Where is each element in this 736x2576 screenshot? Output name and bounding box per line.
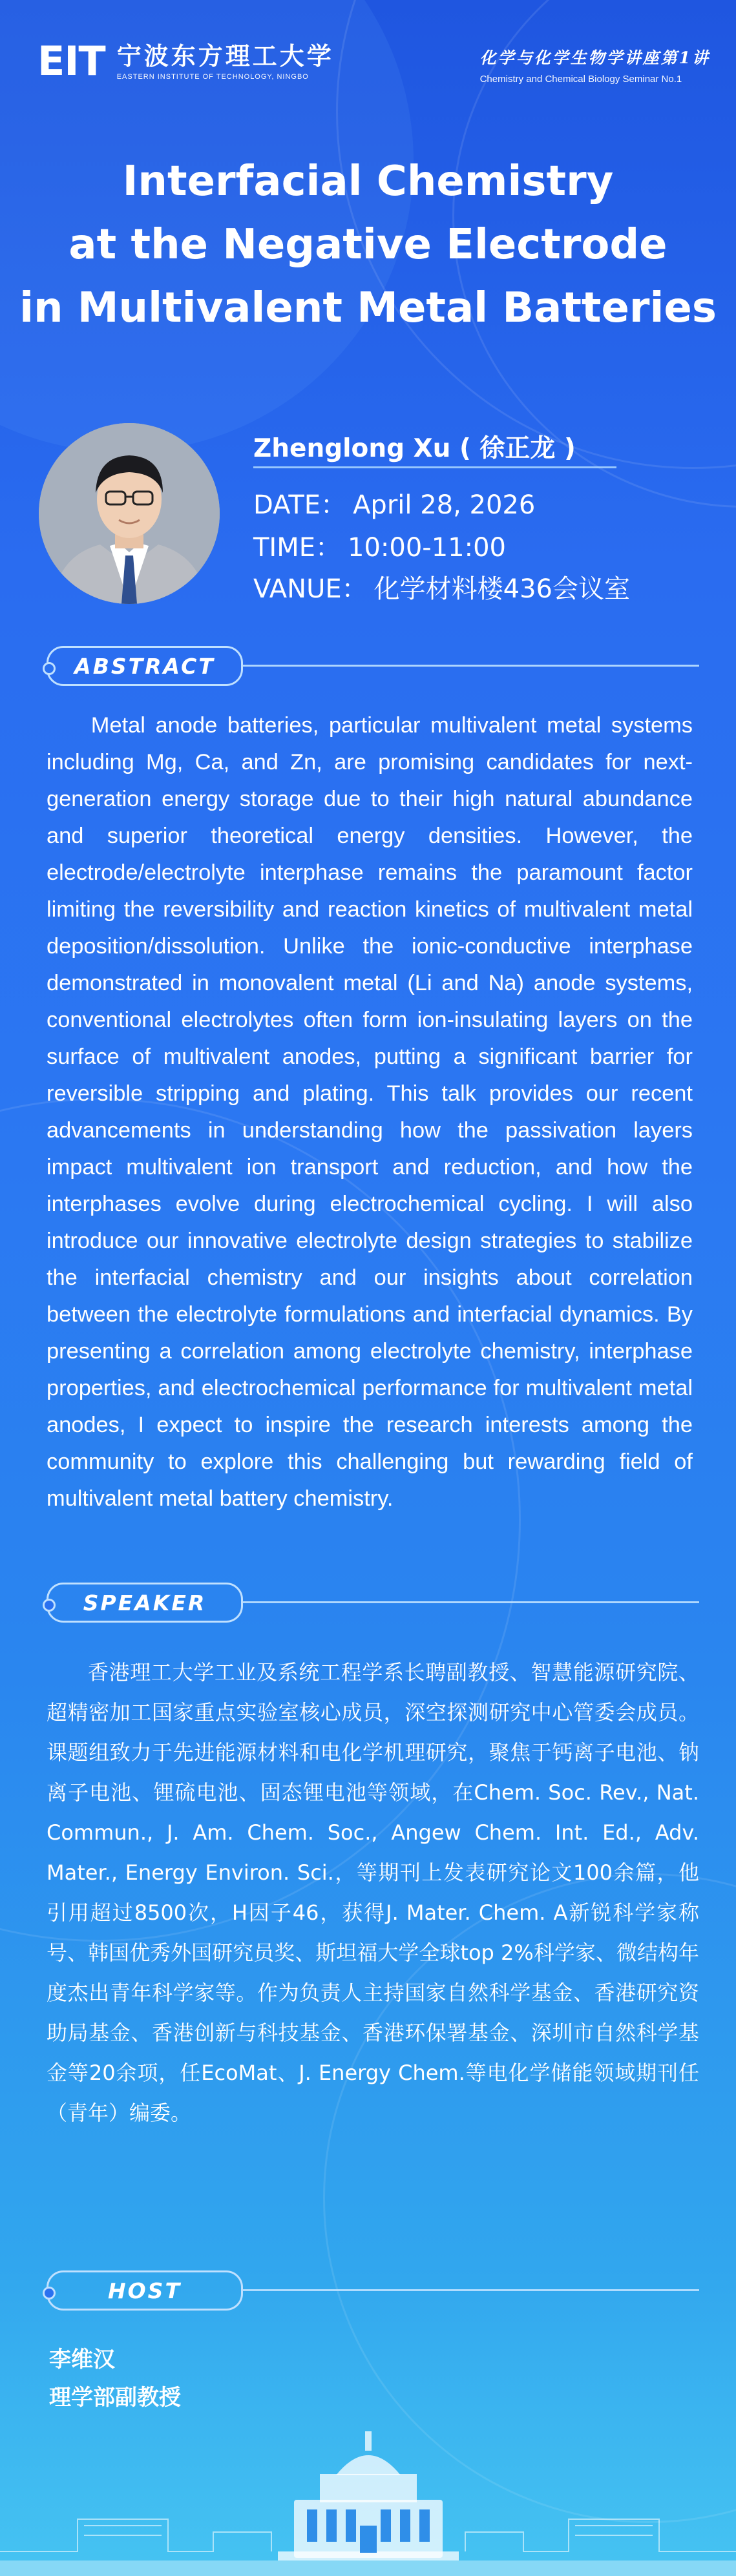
time-row [253,527,506,564]
speaker-name-en: Zhenglong Xu [253,434,451,463]
campus-skyline-icon [0,2422,736,2576]
speaker-portrait-icon [39,423,220,604]
tag-dot [43,662,56,675]
speaker-photo [39,423,220,604]
speaker-bio: 香港理工大学工业及系统工程学系长聘副教授、智慧能源研究院、超精密加工国家重点实验室核心成员，深空探测研究中心管委会成员。课题组致力于先进能源材料和电化学机理研究，聚焦于钙离子电池、钠离子电池、锂硫电池、固态锂电池等领域，在Chem. Soc. Rev., Nat. Commun., J. Am. Chem. Soc., Angew Chem. Int. Ed., Adv. Mater., Energy Environ. Sci.，等期刊上发表研究论文100余篇，他引用超过8500次，H因子46，获得J. Mater. Chem. A新锐科学家称号、韩国优秀外国研究员奖、斯坦福大学全球top 2%科学家、微结构年度杰出青年科学家等。作为负责人主持国家自然科学基金、香港研究资助局基金、香港创新与科技基金、香港环保署基金、深圳市自然科学基金等20余项，任EcoMat、J. Energy Chem.等电化学储能领域期刊任（青年）编委。 [47,1660,699,2125]
speaker-heading: SPEAKER [83,1590,207,1615]
host-heading: HOST [108,2278,182,2303]
title-line: at the Negative Electrode [68,221,668,269]
speaker-name-cn: ( 徐正龙 ) [459,434,576,463]
host-name: 李维汉 [49,2347,115,2373]
host-title: 理学部副教授 [49,2385,181,2411]
seminar-title-en: Chemistry and Chemical Biology Seminar No.1 [479,74,682,85]
venue-row [253,568,630,605]
university-name-cn: 宁波东方理工大学 [116,41,334,70]
abstract-text: Metal anode batteries, particular multivalent metal systems including Mg, Ca, and Zn, are promising candidates for next-generation energy storage due to their high natural abundance and superior theoretical energy densities. However, the electrode/electrolyte interphase remains the paramount factor limiting the reversibility and reaction kinetics of multivalent metal deposition/dissolution. Unlike the ionic-conductive interphase demonstrated in monovalent metal (Li and Na) anode systems, conventional electrolytes often form ion-insulating layers on the surface of multivalent anodes, putting a significant barrier for reversible stripping and plating. This talk provides our recent advancements in understanding how the passivation layers impact multivalent ion transport and reduction, and how the interphases evolve during electrochemical cycling. I will also introduce our innovative electrolyte design strategies to stabilize the interfacial chemistry and our insights about correlation between the electrolyte formulations and interfacial dynamics. By presenting a correlation among electrolyte chemistry, interphase properties, and electrochemical performance for multivalent metal anodes, I expect to inspire the research interests among the community to explore this challenging but rewarding field of multivalent metal battery chemistry. [47,713,693,1511]
university-logo [37,37,334,85]
date-value: April 28, 2026 [353,490,536,520]
tag-dot [43,2287,56,2300]
name-underline [253,466,616,468]
venue-label: VANUE： [253,574,368,604]
eit-logo-mark: EIT [37,37,105,85]
time-label: TIME： [253,533,342,563]
date-row [253,484,535,521]
section-divider [243,665,699,667]
seminar-title-cn: 化学与化学生物学讲座第1讲 [479,48,710,67]
tag-dot [43,1599,56,1612]
abstract-heading: ABSTRACT [74,653,215,679]
date-label: DATE： [253,490,347,520]
speaker-name [253,428,576,464]
talk-title [0,150,736,340]
title-line: in Multivalent Metal Batteries [19,284,717,332]
venue-value: 化学材料楼436会议室 [373,574,630,604]
time-value: 10:00-11:00 [348,533,506,563]
abstract-section-tag [47,646,243,686]
section-divider [243,2289,699,2291]
university-name-en: EASTERN INSTITUTE OF TECHNOLOGY, NINGBO [116,73,309,81]
section-divider [243,1601,699,1603]
host-section-tag [47,2270,243,2311]
speaker-section-tag [47,1583,243,1623]
seminar-series [480,45,710,85]
title-line: Interfacial Chemistry [122,158,614,205]
